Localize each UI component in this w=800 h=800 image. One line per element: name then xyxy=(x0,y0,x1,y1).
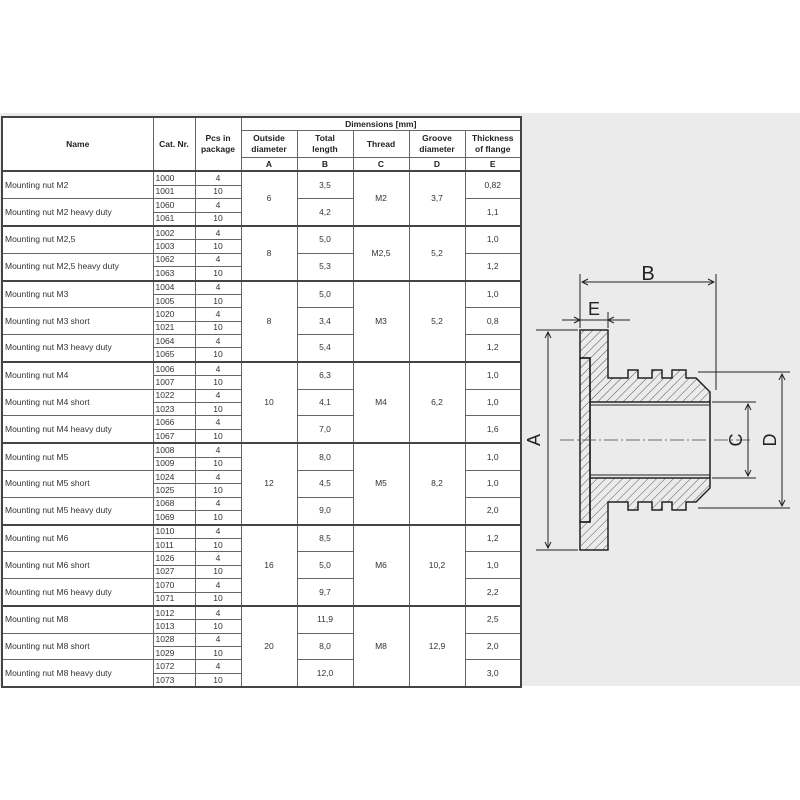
outside-diameter: 6 xyxy=(241,171,297,226)
flange-thickness: 1,0 xyxy=(465,281,521,308)
pcs-in-package: 10 xyxy=(195,429,241,443)
header-total-line2: length xyxy=(312,144,338,155)
pcs-in-package: 10 xyxy=(195,376,241,389)
cat-nr: 1026 xyxy=(153,552,195,565)
dimension-label-a: A xyxy=(524,433,544,447)
header-pcs-in-package xyxy=(195,117,241,171)
header-flange-line1: Thickness xyxy=(471,133,514,144)
product-name: Mounting nut M5 heavy duty xyxy=(2,497,153,524)
dimension-label-b: B xyxy=(641,263,655,285)
flange-thickness: 1,0 xyxy=(465,470,521,497)
dimension-label-e: E xyxy=(587,299,601,319)
mounting-nut-drawing xyxy=(520,250,800,570)
total-length: 9,0 xyxy=(297,497,353,524)
flange-thickness: 2,2 xyxy=(465,579,521,606)
product-name: Mounting nut M8 heavy duty xyxy=(2,660,153,687)
cat-nr: 1071 xyxy=(153,592,195,606)
cat-nr: 1006 xyxy=(153,362,195,376)
cat-nr: 1061 xyxy=(153,212,195,226)
header-groove-line2: diameter xyxy=(419,144,455,155)
cat-nr: 1062 xyxy=(153,253,195,266)
pcs-in-package: 4 xyxy=(195,335,241,348)
product-name: Mounting nut M4 heavy duty xyxy=(2,416,153,443)
dimension-lines xyxy=(536,274,790,550)
cat-nr: 1060 xyxy=(153,199,195,212)
cat-nr: 1003 xyxy=(153,240,195,253)
pcs-in-package: 4 xyxy=(195,497,241,510)
pcs-in-package: 10 xyxy=(195,673,241,687)
product-name: Mounting nut M3 heavy duty xyxy=(2,335,153,362)
flange-thickness: 1,0 xyxy=(465,552,521,579)
outside-diameter: 16 xyxy=(241,525,297,606)
pcs-in-package: 4 xyxy=(195,253,241,266)
pcs-in-package: 4 xyxy=(195,606,241,620)
spec-table-body xyxy=(2,171,521,687)
cat-nr: 1070 xyxy=(153,579,195,592)
table-row xyxy=(2,606,521,620)
pcs-in-package: 10 xyxy=(195,592,241,606)
header-letter-b: B xyxy=(297,158,353,172)
header-pcs-line1: Pcs in xyxy=(205,133,231,144)
cat-nr: 1010 xyxy=(153,525,195,539)
flange-thickness: 1,0 xyxy=(465,226,521,253)
cat-nr: 1065 xyxy=(153,348,195,362)
pcs-in-package: 4 xyxy=(195,226,241,240)
cat-nr: 1004 xyxy=(153,281,195,295)
flange-thickness: 2,0 xyxy=(465,497,521,524)
cat-nr: 1069 xyxy=(153,511,195,525)
header-cat-nr: Cat. Nr. xyxy=(153,117,195,171)
product-name: Mounting nut M4 xyxy=(2,362,153,389)
header-thread: Thread xyxy=(353,131,409,158)
flange-thickness: 1,6 xyxy=(465,416,521,443)
table-row xyxy=(2,226,521,240)
thread-size: M6 xyxy=(353,525,409,606)
cat-nr: 1005 xyxy=(153,294,195,307)
total-length: 8,5 xyxy=(297,525,353,552)
cat-nr: 1068 xyxy=(153,497,195,510)
pcs-in-package: 10 xyxy=(195,484,241,497)
header-total-line1: Total xyxy=(315,133,335,144)
cat-nr: 1008 xyxy=(153,443,195,457)
groove-diameter: 12,9 xyxy=(409,606,465,687)
header-groove-line1: Groove xyxy=(422,133,452,144)
outside-diameter: 8 xyxy=(241,281,297,362)
pcs-in-package: 4 xyxy=(195,579,241,592)
pcs-in-package: 4 xyxy=(195,362,241,376)
cat-nr: 1028 xyxy=(153,633,195,646)
product-name: Mounting nut M2 heavy duty xyxy=(2,199,153,226)
dimension-label-c: C xyxy=(726,433,746,447)
cat-nr: 1064 xyxy=(153,335,195,348)
thread-size: M5 xyxy=(353,443,409,524)
thread-size: M3 xyxy=(353,281,409,362)
flange-thickness: 2,5 xyxy=(465,606,521,633)
total-length: 11,9 xyxy=(297,606,353,633)
cat-nr: 1007 xyxy=(153,376,195,389)
pcs-in-package: 4 xyxy=(195,525,241,539)
flange-thickness: 2,0 xyxy=(465,633,521,660)
cat-nr: 1024 xyxy=(153,470,195,483)
thread-size: M2,5 xyxy=(353,226,409,281)
pcs-in-package: 10 xyxy=(195,647,241,660)
product-name: Mounting nut M6 heavy duty xyxy=(2,579,153,606)
product-name: Mounting nut M6 short xyxy=(2,552,153,579)
total-length: 8,0 xyxy=(297,633,353,660)
pcs-in-package: 10 xyxy=(195,620,241,633)
pcs-in-package: 10 xyxy=(195,212,241,226)
total-length: 5,3 xyxy=(297,253,353,280)
pcs-in-package: 10 xyxy=(195,240,241,253)
total-length: 6,3 xyxy=(297,362,353,389)
header-total-length xyxy=(297,131,353,158)
dimension-label-d: D xyxy=(760,433,780,447)
pcs-in-package: 4 xyxy=(195,552,241,565)
pcs-in-package: 10 xyxy=(195,321,241,334)
cat-nr: 1012 xyxy=(153,606,195,620)
total-length: 5,4 xyxy=(297,335,353,362)
cat-nr: 1072 xyxy=(153,660,195,673)
groove-diameter: 5,2 xyxy=(409,281,465,362)
pcs-in-package: 10 xyxy=(195,267,241,281)
product-name: Mounting nut M2,5 xyxy=(2,226,153,253)
flange-thickness: 1,0 xyxy=(465,443,521,470)
outside-diameter: 8 xyxy=(241,226,297,281)
product-name: Mounting nut M3 xyxy=(2,281,153,308)
cat-nr: 1063 xyxy=(153,267,195,281)
total-length: 4,1 xyxy=(297,389,353,416)
cat-nr: 1001 xyxy=(153,185,195,198)
groove-diameter: 6,2 xyxy=(409,362,465,443)
header-letter-a: A xyxy=(241,158,297,172)
header-name: Name xyxy=(2,117,153,171)
outside-diameter: 10 xyxy=(241,362,297,443)
cat-nr: 1025 xyxy=(153,484,195,497)
groove-diameter: 5,2 xyxy=(409,226,465,281)
header-letter-d: D xyxy=(409,158,465,172)
cat-nr: 1002 xyxy=(153,226,195,240)
flange-thickness: 1,1 xyxy=(465,199,521,226)
flange-thickness: 3,0 xyxy=(465,660,521,687)
pcs-in-package: 4 xyxy=(195,416,241,429)
cat-nr: 1023 xyxy=(153,403,195,416)
outside-diameter: 20 xyxy=(241,606,297,687)
header-letter-c: C xyxy=(353,158,409,172)
total-length: 9,7 xyxy=(297,579,353,606)
product-name: Mounting nut M2,5 heavy duty xyxy=(2,253,153,280)
cat-nr: 1029 xyxy=(153,647,195,660)
thread-size: M4 xyxy=(353,362,409,443)
thread-size: M2 xyxy=(353,171,409,226)
mounting-nut-spec-table xyxy=(1,116,522,688)
header-letter-e: E xyxy=(465,158,521,172)
total-length: 5,0 xyxy=(297,552,353,579)
cat-nr: 1067 xyxy=(153,429,195,443)
flange-thickness: 1,2 xyxy=(465,253,521,280)
cat-nr: 1066 xyxy=(153,416,195,429)
pcs-in-package: 10 xyxy=(195,294,241,307)
table-row xyxy=(2,281,521,295)
header-pcs-line2: package xyxy=(200,144,236,155)
product-name: Mounting nut M6 xyxy=(2,525,153,552)
product-name: Mounting nut M5 short xyxy=(2,470,153,497)
total-length: 8,0 xyxy=(297,443,353,470)
cat-nr: 1009 xyxy=(153,457,195,470)
table-row xyxy=(2,362,521,376)
flange-thickness: 1,0 xyxy=(465,389,521,416)
pcs-in-package: 10 xyxy=(195,565,241,578)
cat-nr: 1020 xyxy=(153,308,195,321)
total-length: 5,0 xyxy=(297,281,353,308)
product-name: Mounting nut M4 short xyxy=(2,389,153,416)
pcs-in-package: 4 xyxy=(195,443,241,457)
thread-size: M8 xyxy=(353,606,409,687)
pcs-in-package: 10 xyxy=(195,348,241,362)
groove-diameter: 10,2 xyxy=(409,525,465,606)
cat-nr: 1013 xyxy=(153,620,195,633)
product-name: Mounting nut M8 xyxy=(2,606,153,633)
product-name: Mounting nut M2 xyxy=(2,171,153,198)
header-flange-line2: of flange xyxy=(475,144,511,155)
total-length: 4,2 xyxy=(297,199,353,226)
groove-diameter: 3,7 xyxy=(409,171,465,226)
total-length: 3,5 xyxy=(297,171,353,198)
total-length: 5,0 xyxy=(297,226,353,253)
header-groove-diameter xyxy=(409,131,465,158)
total-length: 3,4 xyxy=(297,308,353,335)
product-name: Mounting nut M3 short xyxy=(2,308,153,335)
pcs-in-package: 4 xyxy=(195,633,241,646)
total-length: 7,0 xyxy=(297,416,353,443)
total-length: 12,0 xyxy=(297,660,353,687)
pcs-in-package: 10 xyxy=(195,185,241,198)
pcs-in-package: 4 xyxy=(195,308,241,321)
pcs-in-package: 4 xyxy=(195,199,241,212)
pcs-in-package: 4 xyxy=(195,470,241,483)
cat-nr: 1022 xyxy=(153,389,195,402)
pcs-in-package: 10 xyxy=(195,457,241,470)
flange-thickness: 1,2 xyxy=(465,335,521,362)
header-outside-line2: diameter xyxy=(251,144,287,155)
header-outside-diameter xyxy=(241,131,297,158)
header-thickness-of-flange xyxy=(465,131,521,158)
flange-thickness: 0,8 xyxy=(465,308,521,335)
pcs-in-package: 4 xyxy=(195,281,241,295)
pcs-in-package: 4 xyxy=(195,660,241,673)
pcs-in-package: 10 xyxy=(195,538,241,551)
pcs-in-package: 4 xyxy=(195,171,241,185)
cat-nr: 1073 xyxy=(153,673,195,687)
header-outside-line1: Outside xyxy=(253,133,285,144)
pcs-in-package: 10 xyxy=(195,403,241,416)
product-name: Mounting nut M5 xyxy=(2,443,153,470)
flange-thickness: 1,2 xyxy=(465,525,521,552)
header-dimensions: Dimensions [mm] xyxy=(241,117,521,131)
flange-thickness: 1,0 xyxy=(465,362,521,389)
cat-nr: 1027 xyxy=(153,565,195,578)
table-row xyxy=(2,171,521,185)
cat-nr: 1000 xyxy=(153,171,195,185)
flange-thickness: 0,82 xyxy=(465,171,521,198)
table-row xyxy=(2,443,521,457)
cat-nr: 1021 xyxy=(153,321,195,334)
total-length: 4,5 xyxy=(297,470,353,497)
groove-diameter: 8,2 xyxy=(409,443,465,524)
table-row xyxy=(2,525,521,539)
cat-nr: 1011 xyxy=(153,538,195,551)
product-name: Mounting nut M8 short xyxy=(2,633,153,660)
pcs-in-package: 10 xyxy=(195,511,241,525)
pcs-in-package: 4 xyxy=(195,389,241,402)
outside-diameter: 12 xyxy=(241,443,297,524)
